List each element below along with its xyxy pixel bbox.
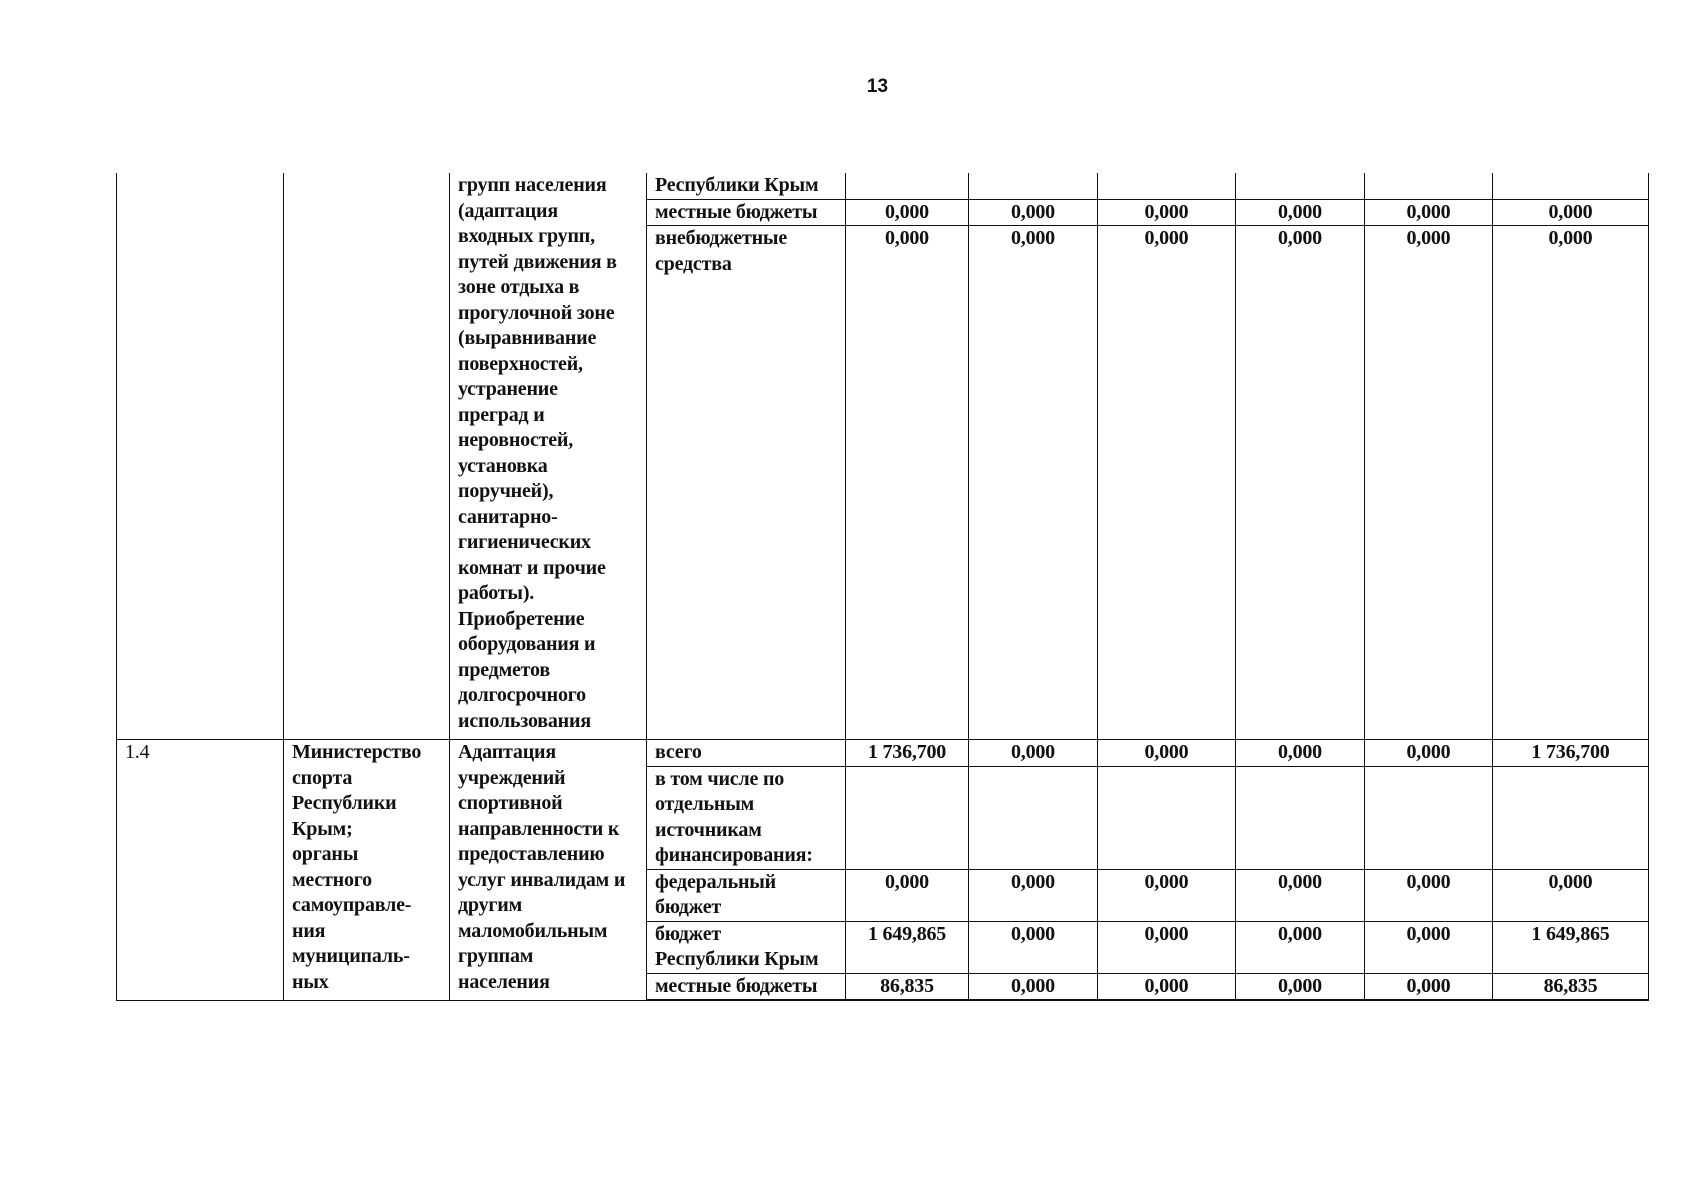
value-cell: 0,000 [1236, 921, 1365, 973]
value-cell: 0,000 [846, 869, 969, 921]
number-cell [117, 173, 284, 740]
value-cell: 0,000 [1493, 226, 1649, 740]
source-cell: местные бюджеты [647, 973, 846, 1000]
value-cell: 0,000 [1098, 921, 1236, 973]
value-cell [1365, 766, 1493, 869]
source-cell: всего [647, 740, 846, 767]
value-cell: 1 649,865 [846, 921, 969, 973]
description-cell: Адаптация учреждений спортивной направленности к предоставлению услуг инвалидам и другим маломобильным группам населения [450, 740, 647, 1001]
value-cell: 0,000 [969, 226, 1098, 740]
source-cell: в том числе по отдельным источникам финансирования: [647, 766, 846, 869]
page-number: 13 [866, 76, 889, 97]
value-cell: 0,000 [1098, 199, 1236, 226]
table-row [117, 173, 1649, 199]
value-cell: 0,000 [1098, 869, 1236, 921]
number-cell: 1.4 [117, 740, 284, 1001]
value-cell: 0,000 [1236, 226, 1365, 740]
value-cell [1493, 173, 1649, 199]
value-cell: 1 736,700 [846, 740, 969, 767]
value-cell: 1 736,700 [1493, 740, 1649, 767]
value-cell [1098, 766, 1236, 869]
source-cell: Республики Крым [647, 173, 846, 199]
table-row [117, 740, 1649, 767]
financing-table [116, 173, 1649, 1001]
value-cell [969, 766, 1098, 869]
value-cell: 0,000 [1098, 740, 1236, 767]
value-cell [1236, 173, 1365, 199]
value-cell [1098, 173, 1236, 199]
source-cell: местные бюджеты [647, 199, 846, 226]
value-cell [969, 173, 1098, 199]
value-cell: 0,000 [1365, 973, 1493, 1000]
value-cell [1365, 173, 1493, 199]
value-cell: 0,000 [1493, 199, 1649, 226]
value-cell: 0,000 [969, 199, 1098, 226]
value-cell: 0,000 [1365, 869, 1493, 921]
value-cell: 0,000 [846, 199, 969, 226]
value-cell: 0,000 [1098, 973, 1236, 1000]
value-cell: 86,835 [1493, 973, 1649, 1000]
source-cell: федеральный бюджет [647, 869, 846, 921]
value-cell: 0,000 [969, 869, 1098, 921]
source-cell: внебюджетные средства [647, 226, 846, 740]
value-cell [1236, 766, 1365, 869]
value-cell: 0,000 [969, 921, 1098, 973]
executor-cell [284, 173, 450, 740]
value-cell: 0,000 [969, 973, 1098, 1000]
value-cell: 86,835 [846, 973, 969, 1000]
value-cell: 0,000 [1493, 869, 1649, 921]
value-cell [1493, 766, 1649, 869]
executor-cell: Министерство спорта Республики Крым; органы местного самоуправле- ния муниципаль- ных [284, 740, 450, 1001]
value-cell: 0,000 [1098, 226, 1236, 740]
value-cell: 0,000 [1365, 199, 1493, 226]
value-cell: 1 649,865 [1493, 921, 1649, 973]
value-cell: 0,000 [1236, 199, 1365, 226]
value-cell [846, 173, 969, 199]
value-cell: 0,000 [846, 226, 969, 740]
value-cell: 0,000 [969, 740, 1098, 767]
value-cell: 0,000 [1236, 740, 1365, 767]
value-cell [846, 766, 969, 869]
value-cell: 0,000 [1236, 973, 1365, 1000]
source-cell: бюджет Республики Крым [647, 921, 846, 973]
value-cell: 0,000 [1365, 921, 1493, 973]
value-cell: 0,000 [1365, 740, 1493, 767]
description-cell: групп населения (адаптация входных групп, путей движения в зоне отдыха в прогулочной зоне (выравнивание поверхностей, устранение преград и неровностей, установка поручней), санитарно- гигиенических комнат и прочие работы). Приобретение оборудования и предметов долгосрочного использования [450, 173, 647, 740]
value-cell: 0,000 [1365, 226, 1493, 740]
value-cell: 0,000 [1236, 869, 1365, 921]
